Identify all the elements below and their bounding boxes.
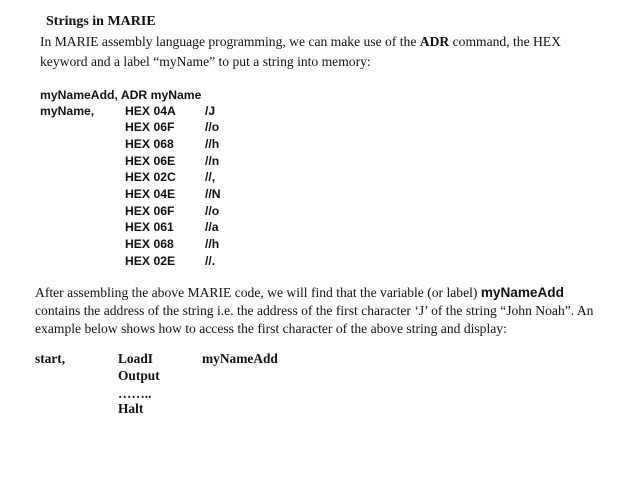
code-instruction: HEX 02E [125,253,176,268]
example-instr-4: Halt [118,401,144,416]
explain-text-before: After assembling the above MARIE code, we will find that the variable (or label) [35,285,481,300]
code-comment: //h [205,237,220,252]
code-header-line: myNameAdd, ADR myName [40,88,202,102]
code-instruction: HEX 068 [125,136,174,151]
intro-paragraph [40,32,600,72]
section-heading: Strings in MARIE [46,14,156,29]
code-instruction: HEX 02C [125,170,176,185]
example-operand: myNameAdd [202,351,278,366]
code-instruction: HEX 06E [125,153,176,168]
code-comment: //n [205,153,220,168]
code-instruction: HEX 06F [125,203,175,218]
code-instruction: HEX 04E [125,187,176,201]
code-comment: //, [205,170,216,185]
explain-text-after: contains the address of the string i.e. the address of the first character ‘J’ of the string “John Noah”. An example below shows how to access the first character of the above string and display: [35,303,594,336]
code-instruction: HEX 068 [125,237,174,252]
code-instruction: HEX 06F [125,120,175,135]
intro-text-after: command, the HEX keyword and a label “myName” to put a string into memory: [40,34,561,69]
variable-name: myNameAdd [480,285,564,300]
code-comment: //a [205,220,219,235]
adr-keyword: ADR [419,34,450,49]
example-instr-2: Output [118,368,160,383]
code-label: myName, [40,103,95,118]
code-instruction: HEX 061 [125,220,174,235]
code-comment: //N [205,187,221,201]
explanation-paragraph [35,284,610,338]
code-instruction: HEX 04A [125,103,176,118]
example-instr-1: LoadI [118,351,153,366]
code-comment: //o [205,120,220,135]
example-ellipsis: …….. [118,386,152,401]
code-comment: /J [205,103,216,118]
example-label: start, [35,351,66,366]
code-comment: //. [205,253,216,268]
code-comment: //h [205,136,220,151]
intro-text-before: In MARIE assembly language programming, we can make use of the [40,34,420,49]
code-comment: //o [205,203,220,218]
